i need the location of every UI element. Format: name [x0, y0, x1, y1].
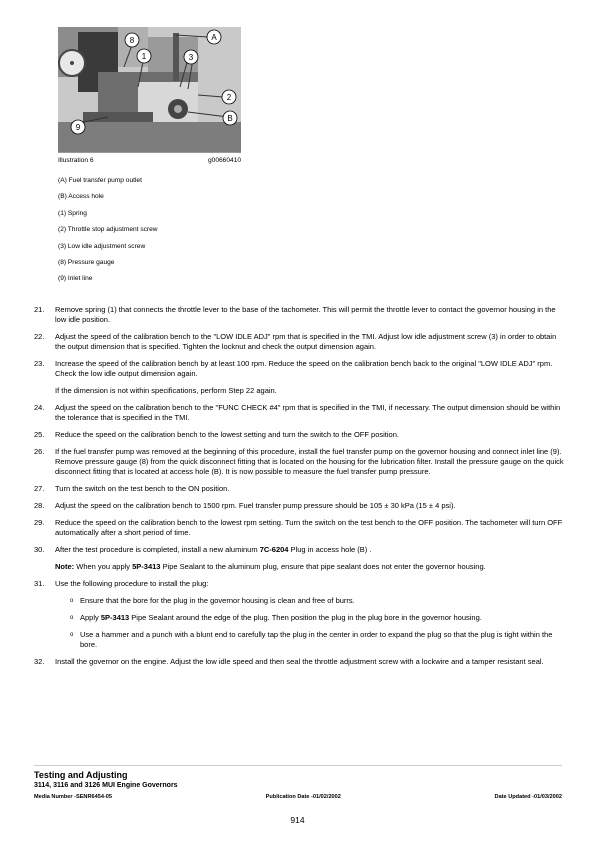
procedure-steps [34, 305, 564, 667]
date-updated: Date Updated -01/03/2002 [494, 794, 562, 800]
step-text: Adjust the speed on the calibration bench to 1500 rpm. Fuel transfer pump pressure should be 105 ± 30 kPa (15 ± 4 psi). [55, 501, 456, 510]
step-23 [34, 359, 564, 379]
step-number: 29. [34, 518, 45, 527]
callout-9 [71, 120, 85, 134]
sub-step [70, 596, 564, 606]
step-text: Adjust the speed on the calibration bench to the "FUNC CHECK #4" rpm that is specified in the TMI, if necessary. The output dimension should be within the tolerance that is specified in the TMI. [55, 403, 561, 422]
part-number: 5P-3413 [132, 562, 161, 571]
step-27 [34, 484, 564, 494]
step-text: If the fuel transfer pump was removed at the beginning of this procedure, install the fuel transfer pump on the governor housing and connect inlet line (9). Remove pressure gauge (8) from the quick disconnect fitting that is located on the housing for the lubrication filter. Install the pressure gauge on the quick disconnect fitting that is located at access hole (B). It is now possible to measure the fuel transfer pump pressure. [55, 447, 564, 476]
svg-text:1: 1 [141, 52, 147, 61]
step-number: 22. [34, 332, 45, 341]
callout-1 [137, 49, 151, 63]
step-26 [34, 447, 564, 477]
step-number: 24. [34, 403, 45, 412]
svg-text:2: 2 [226, 93, 232, 102]
svg-text:9: 9 [75, 123, 81, 132]
step-text: Turn the switch on the test bench to the ON position. [55, 484, 230, 493]
step-text: Remove spring (1) that connects the throttle lever to the base of the tachometer. This will permit the throttle lever to contact the governor housing in the low idle position. [55, 305, 556, 324]
legend-item: (9) Inlet line [58, 275, 93, 283]
step-number: 32. [34, 657, 45, 666]
illustration-legend [58, 177, 258, 292]
callout-b [223, 111, 237, 125]
step-text: Install the governor on the engine. Adjust the low idle speed and then seal the throttle adjustment screw with a lockwire and a tamper resistant seal. [55, 657, 544, 666]
step-number: 23. [34, 359, 45, 368]
step-number: 30. [34, 545, 45, 554]
svg-text:B: B [227, 114, 233, 123]
step-29 [34, 518, 564, 538]
step-text: After the test procedure is completed, install a new aluminum 7C-6204 Plug in access hole (B) . [55, 545, 372, 554]
step-21 [34, 305, 564, 325]
callout-2 [222, 90, 236, 104]
sub-step-text: Apply 5P-3413 Pipe Sealant around the edge of the plug. Then position the plug in the plug bore in the governor housing. [80, 613, 482, 622]
callout-8 [125, 33, 139, 47]
part-number: 5P-3413 [100, 613, 130, 622]
illustration-code: g00660410 [207, 157, 241, 164]
step-number: 26. [34, 447, 45, 456]
footer-title: Testing and Adjusting [34, 770, 128, 780]
step-text: Increase the speed of the calibration bench by at least 100 rpm. Reduce the speed on the calibration bench back to the original "LOW IDLE ADJ" rpm. Check the low idle output dimension again. [55, 359, 553, 378]
legend-item: (1) Spring [58, 209, 87, 217]
media-number: Media Number -SENR6454-05 [34, 794, 113, 800]
step-text: Reduce the speed on the calibration bench to the lowest setting and turn the switch to the OFF position. [55, 430, 399, 439]
part-number: 7C-6204 [259, 545, 289, 554]
step-text: Use the following procedure to install the plug: [55, 579, 209, 588]
step-28 [34, 501, 564, 511]
bullet-icon: o [70, 615, 74, 621]
legend-item: (B) Access hole [58, 193, 104, 201]
legend-item: (3) Low idle adjustment screw [58, 242, 146, 250]
step-30-note: Note: When you apply 5P-3413 Pipe Sealant to the aluminum plug, ensure that pipe sealant does not enter the governor housing. [55, 562, 486, 571]
page-number: 914 [290, 815, 305, 825]
sub-step-text: Use a hammer and a punch with a blunt end to carefully tap the plug in the center in order to expand the plug so that the plug is tight within the bore. [80, 630, 553, 649]
step-text: Adjust the speed of the calibration bench to the "LOW IDLE ADJ" rpm that is specified in the TMI. Adjust low idle adjustment screw (3) in order to obtain the output dimension that is specified. Tighten the locknut and check the output dimension again. [55, 332, 557, 351]
sub-step [70, 613, 564, 623]
step-number: 25. [34, 430, 45, 439]
callout-a [207, 30, 221, 44]
callout-3 [184, 50, 198, 64]
step-number: 31. [34, 579, 45, 588]
governor-illustration [58, 27, 241, 152]
sub-step-text: Ensure that the bore for the plug in the governor housing is clean and free of burrs. [80, 596, 355, 605]
step-number: 27. [34, 484, 45, 493]
svg-text:A: A [211, 33, 217, 42]
step-25 [34, 430, 564, 440]
step-number: 21. [34, 305, 45, 314]
illustration-caption-label: Illustration 6 [58, 157, 94, 164]
step-23-note: If the dimension is not within specifications, perform Step 22 again. [55, 386, 277, 395]
step-32 [34, 657, 564, 667]
sub-step [70, 630, 564, 650]
step-30 [34, 545, 564, 555]
caption-divider [58, 152, 241, 153]
step-number: 28. [34, 501, 45, 510]
governor-photo-drawing [58, 27, 241, 152]
step-22 [34, 332, 564, 352]
footer-subtitle: 3114, 3116 and 3126 MUI Engine Governors [34, 782, 178, 789]
step-24 [34, 403, 564, 423]
step-31 [34, 579, 564, 589]
bullet-icon: o [70, 632, 74, 638]
illustration-caption [58, 157, 241, 164]
note-label: Note: [55, 562, 75, 571]
step-text: Reduce the speed on the calibration bench to the lowest rpm setting. Turn the switch on the test bench to the OFF position. The tachometer will turn OFF automatically after a short period of time. [55, 518, 563, 537]
legend-item: (8) Pressure gauge [58, 258, 115, 266]
svg-text:8: 8 [129, 36, 135, 45]
footer-divider [34, 765, 562, 766]
publication-date: Publication Date -01/02/2002 [265, 794, 341, 800]
footer-meta [34, 794, 562, 800]
svg-text:3: 3 [188, 53, 194, 62]
legend-item: (A) Fuel transfer pump outlet [58, 177, 142, 184]
legend-item: (2) Throttle stop adjustment screw [58, 226, 158, 234]
bullet-icon: o [70, 598, 74, 604]
